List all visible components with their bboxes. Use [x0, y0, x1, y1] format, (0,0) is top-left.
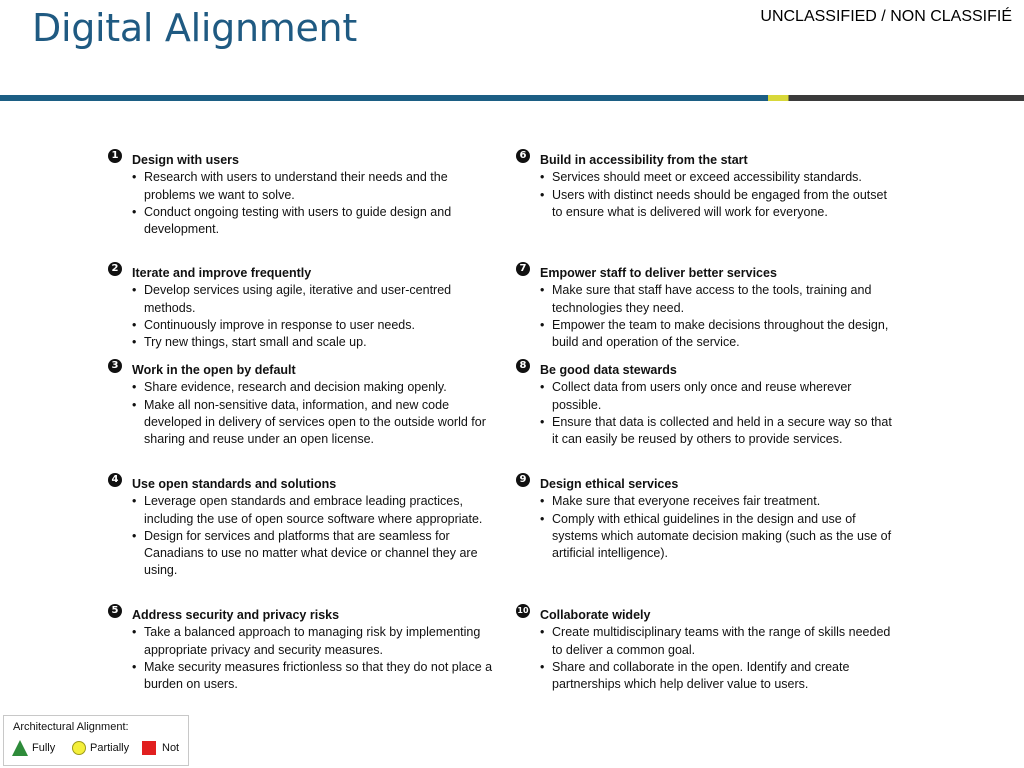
bullet-list: [108, 379, 498, 448]
bullet-list: [108, 493, 498, 579]
bullet-item: • Share evidence, research and decision making openly.: [144, 379, 498, 396]
number-2-icon: 2: [108, 262, 122, 276]
bullet-item: • Conduct ongoing testing with users to guide design and development.: [144, 204, 498, 239]
header-divider: [0, 95, 1024, 101]
number-6-icon: 6: [516, 149, 530, 163]
legend-label: Fully: [32, 742, 56, 754]
standard-item-8: [516, 362, 896, 448]
bullet-item: • Users with distinct needs should be engaged from the outset to ensure what is delivered will work for everyone.: [552, 187, 896, 222]
number-9-icon: 9: [516, 473, 530, 487]
bullet-item: • Share and collaborate in the open. Identify and create partnerships which help deliver value to users.: [552, 659, 896, 694]
number-4-icon: 4: [108, 473, 122, 487]
standard-title: Be good data stewards: [540, 363, 677, 377]
bullet-list: [516, 282, 896, 351]
standard-item-4: [108, 476, 498, 580]
standard-title: Work in the open by default: [132, 363, 296, 377]
classification-label: UNCLASSIFIED / NON CLASSIFIÉ: [760, 8, 1012, 25]
bullet-item: • Make sure that staff have access to the tools, training and technologies they need.: [552, 282, 896, 317]
standard-title: Design with users: [132, 153, 239, 167]
bullet-list: [516, 379, 896, 448]
bullet-item: • Make all non-sensitive data, information, and new code developed in delivery of services open to the outside world for sharing and reuse under an open license.: [144, 397, 498, 449]
number-5-icon: 5: [108, 604, 122, 618]
standard-title: Collaborate widely: [540, 608, 651, 622]
number-10-icon: 10: [516, 604, 530, 618]
bullet-item: • Make security measures frictionless so that they do not place a burden on users.: [144, 659, 498, 694]
standard-item-2: [108, 265, 498, 351]
standard-title: Empower staff to deliver better services: [540, 266, 777, 280]
standard-title: Build in accessibility from the start: [540, 153, 748, 167]
number-7-icon: 7: [516, 262, 530, 276]
number-1-icon: 1: [108, 149, 122, 163]
bullet-item: • Create multidisciplinary teams with the range of skills needed to deliver a common goal.: [552, 624, 896, 659]
bullet-item: • Services should meet or exceed accessibility standards.: [552, 169, 896, 186]
green-triangle-icon: [12, 740, 28, 756]
standard-title: Design ethical services: [540, 477, 679, 491]
standard-title: Iterate and improve frequently: [132, 266, 312, 280]
standard-item-9: [516, 476, 896, 562]
yellow-circle-icon: [72, 741, 86, 755]
standard-title: Use open standards and solutions: [132, 477, 337, 491]
bullet-item: • Continuously improve in response to user needs.: [144, 317, 498, 334]
bullet-list: [108, 282, 498, 351]
bullet-item: • Design for services and platforms that are seamless for Canadians to use no matter what device or channel they are using.: [144, 528, 498, 580]
bullet-item: • Make sure that everyone receives fair treatment.: [552, 493, 896, 510]
standard-item-6: [516, 152, 896, 221]
legend-label: Not: [162, 742, 180, 754]
standard-item-10: [516, 607, 896, 693]
alignment-legend: [3, 715, 189, 766]
bullet-item: • Comply with ethical guidelines in the design and use of systems which automate decision making (such as the use of artificial intelligence).: [552, 511, 896, 563]
bullet-list: [516, 624, 896, 693]
red-square-icon: [142, 741, 156, 755]
number-3-icon: 3: [108, 359, 122, 373]
bullet-list: [108, 624, 498, 693]
legend-title: Architectural Alignment:: [13, 721, 129, 733]
bullet-item: • Collect data from users only once and reuse wherever possible.: [552, 379, 896, 414]
legend-label: Partially: [90, 742, 130, 754]
standard-title: Address security and privacy risks: [132, 608, 340, 622]
bullet-item: • Develop services using agile, iterative and user-centred methods.: [144, 282, 498, 317]
standard-item-1: [108, 152, 498, 238]
standard-item-5: [108, 607, 498, 693]
bullet-list: [516, 493, 896, 562]
bullet-list: [108, 169, 498, 238]
bullet-item: • Try new things, start small and scale up.: [144, 334, 498, 351]
bullet-item: • Research with users to understand their needs and the problems we want to solve.: [144, 169, 498, 204]
standard-item-7: [516, 265, 896, 351]
bullet-list: [516, 169, 896, 221]
page-title: Digital Alignment: [32, 6, 357, 50]
bullet-item: • Leverage open standards and embrace leading practices, including the use of open source software where appropriate.: [144, 493, 498, 528]
standard-item-3: [108, 362, 498, 448]
number-8-icon: 8: [516, 359, 530, 373]
bullet-item: • Take a balanced approach to managing risk by implementing appropriate privacy and security measures.: [144, 624, 498, 659]
bullet-item: • Ensure that data is collected and held in a secure way so that it can easily be reused by others to provide services.: [552, 414, 896, 449]
bullet-item: • Empower the team to make decisions throughout the design, build and operation of the service.: [552, 317, 896, 352]
